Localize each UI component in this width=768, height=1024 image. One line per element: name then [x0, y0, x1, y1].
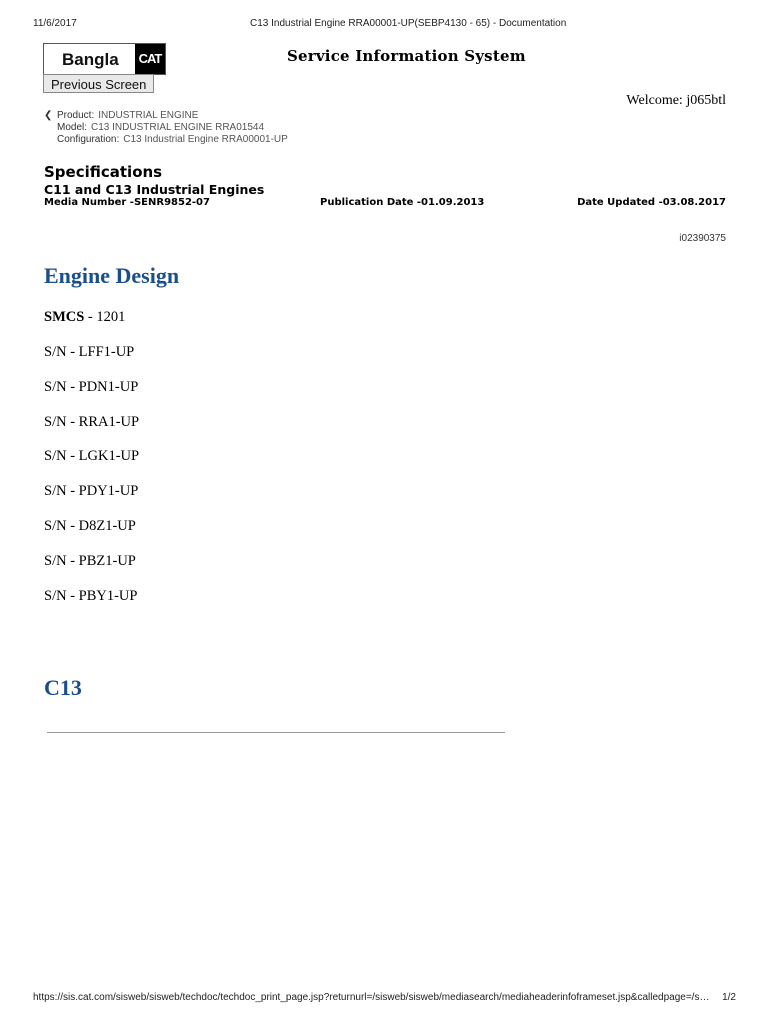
doc-subheading: C11 and C13 Industrial Engines — [44, 182, 265, 197]
model-label: Model: — [57, 122, 88, 133]
model-value: C13 INDUSTRIAL ENGINE RRA01544 — [91, 122, 265, 133]
chevron-left-icon[interactable]: ❮ — [44, 110, 53, 121]
product-value: INDUSTRIAL ENGINE — [98, 110, 199, 121]
product-label: Product: — [57, 110, 95, 121]
configuration-label: Configuration: — [57, 134, 120, 145]
configuration-value: C13 Industrial Engine RRA00001-UP — [123, 134, 288, 145]
smcs-label: SMCS — [44, 309, 85, 325]
doc-heading: Specifications — [44, 163, 163, 181]
date-updated: Date Updated -03.08.2017 — [577, 197, 726, 208]
footer-page-number: 1/2 — [722, 992, 736, 1003]
serial-number-item: S/N - PDN1-UP — [44, 379, 139, 395]
smcs-value: - 1201 — [84, 309, 126, 325]
logo-text: Bangla — [62, 50, 119, 69]
serial-number-item: S/N - LGK1-UP — [44, 448, 140, 464]
footer-url: https://sis.cat.com/sisweb/sisweb/techdoc/techdoc_print_page.jsp?returnurl=/sisweb/sisweb/mediasearch/mediaheaderinfoframeset.jsp&calledpage=/s… — [33, 992, 710, 1003]
publication-date: Publication Date -01.09.2013 — [320, 197, 485, 208]
previous-screen-button[interactable]: Previous Screen — [43, 74, 154, 93]
smcs-line — [44, 309, 125, 326]
product-info-row — [57, 110, 198, 121]
model-info-row — [57, 122, 264, 133]
system-title: Service Information System — [287, 47, 526, 65]
subsection-title: C13 — [44, 675, 82, 700]
document-id: i02390375 — [679, 233, 726, 244]
print-title: C13 Industrial Engine RRA00001-UP(SEBP4130 - 65) - Documentation — [250, 18, 567, 29]
media-number: Media Number -SENR9852-07 — [44, 197, 210, 208]
cat-logo-mark: CAT — [135, 44, 165, 74]
serial-number-item: S/N - LFF1-UP — [44, 344, 135, 360]
welcome-user: Welcome: j065btl — [626, 93, 726, 108]
serial-number-item: S/N - RRA1-UP — [44, 414, 140, 430]
configuration-info-row — [57, 134, 288, 145]
serial-number-item: S/N - PDY1-UP — [44, 483, 139, 499]
section-title: Engine Design — [44, 263, 180, 288]
serial-number-item: S/N - D8Z1-UP — [44, 518, 136, 534]
divider — [47, 732, 505, 733]
print-date: 11/6/2017 — [33, 18, 77, 29]
serial-number-item: S/N - PBZ1-UP — [44, 553, 136, 569]
serial-number-item: S/N - PBY1-UP — [44, 588, 138, 604]
logo — [43, 43, 166, 75]
